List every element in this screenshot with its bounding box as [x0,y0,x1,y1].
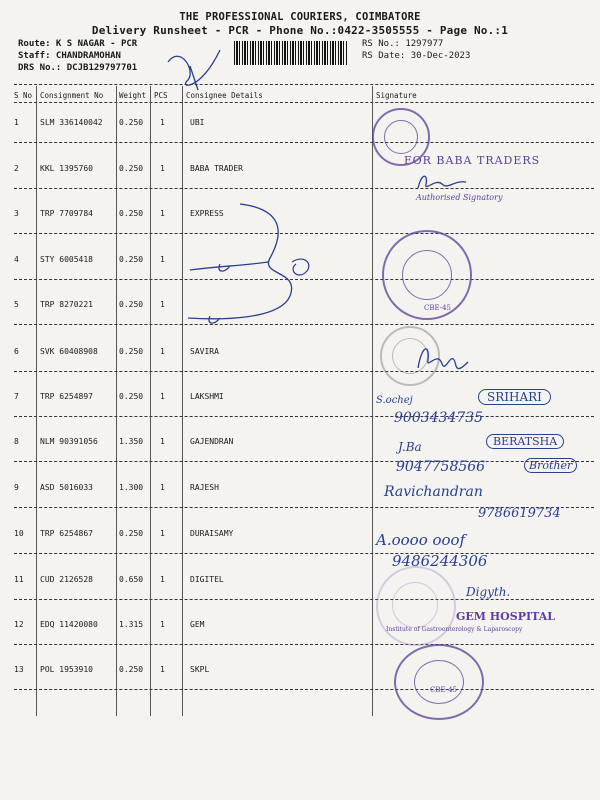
col-pcs: PCS [154,91,168,100]
row-weight: 1.300 [119,483,144,492]
signature-rows3-5 [180,200,330,340]
row-consignment-no: SLM 336140042 [40,118,103,127]
col-divider [36,86,37,716]
row-consignee: DIGITEL [190,575,224,584]
drs-number: DRS No.: DCJB129797701 [18,63,138,73]
row-consignment-no: TRP 6254867 [40,529,93,538]
col-signature: Signature [376,91,417,100]
col-consignment: Consignment No [40,91,104,100]
row-sno: 8 [14,437,19,446]
row-weight: 0.650 [119,575,144,584]
col-divider [372,86,373,716]
row-pcs: 1 [160,255,165,264]
header-rule-top [14,84,594,85]
row-pcs: 1 [160,392,165,401]
row-sno: 11 [14,575,24,584]
row-consignment-no: ASD 5016033 [40,483,93,492]
handwriting-row9-phone: 9786619734 [478,506,561,521]
row-sno: 1 [14,118,19,127]
stamp-row13-cbe45: CBE-45 [430,686,458,694]
stamp-gem-hospital: GEM HOSPITAL [456,610,555,623]
row-consignment-no: CUD 2126528 [40,575,93,584]
row-separator [14,599,594,600]
handwriting-row7-sign: S.ochej [376,395,413,406]
stamp-baba-traders: FOR BABA TRADERS [404,154,541,167]
row-consignment-no: SVK 60408908 [40,347,98,356]
signature-row11: Digyth. [466,585,511,599]
row-weight: 0.250 [119,164,144,173]
row-consignment-no: NLM 90391056 [40,437,98,446]
signature-row6 [412,340,472,374]
signature-row2 [414,170,474,196]
row-sno: 9 [14,483,19,492]
row-weight: 0.250 [119,665,144,674]
row-separator [14,416,594,417]
row-weight: 0.250 [119,209,144,218]
row-consignee: BABA TRADER [190,164,243,173]
row-consignee: RAJESH [190,483,219,492]
row-pcs: 1 [160,575,165,584]
row-consignment-no: POL 1953910 [40,665,93,674]
runsheet-title: Delivery Runsheet - PCR - Phone No.:0422-3505555 - Page No.:1 [91,24,509,37]
row-consignee: GEM [190,620,205,629]
row-sno: 5 [14,300,19,309]
row-pcs: 1 [160,665,165,674]
col-sno: S No [14,91,33,100]
header-scribble [160,40,240,95]
row-pcs: 1 [160,209,165,218]
row-consignee: SKPL [190,665,210,674]
col-divider [182,86,183,716]
row-separator [14,461,594,462]
row-pcs: 1 [160,437,165,446]
barcode [234,41,348,65]
handwriting-row8-sign: J.Ba [398,440,422,454]
row-pcs: 1 [160,347,165,356]
row-weight: 1.315 [119,620,144,629]
row-consignee: EXPRESS [190,209,224,218]
row-pcs: 1 [160,483,165,492]
col-weight: Weight [119,91,147,100]
col-consignee: Consignee Details [186,91,263,100]
stamp-cbe45-text: CBE-45 [424,304,452,312]
handwriting-row8-relation: Brother [524,458,577,473]
stamp-row13 [394,644,484,720]
row-consignee: UBI [190,118,205,127]
row-consignment-no: TRP 7709784 [40,209,93,218]
row-weight: 0.250 [119,347,144,356]
row-sno: 6 [14,347,19,356]
company-name: THE PROFESSIONAL COURIERS, COIMBATORE [179,11,421,23]
row-separator [14,644,594,645]
row-weight: 0.250 [119,300,144,309]
header-rule-bottom [14,102,594,103]
row-sno: 10 [14,529,24,538]
row-weight: 1.350 [119,437,144,446]
row-consignment-no: TRP 8270221 [40,300,93,309]
row-consignee: DURAISAMY [190,529,234,538]
row-weight: 0.250 [119,529,144,538]
row-sno: 3 [14,209,19,218]
col-divider [150,86,151,716]
col-divider [116,86,117,716]
handwriting-row7-phone: 9003434735 [394,410,484,426]
handwriting-row8-phone: 9047758566 [396,459,486,475]
stamp-row11 [376,566,456,646]
stamp-authorised: Authorised Signatory [416,193,503,202]
row-separator [14,689,594,690]
stamp-gem-sub: Institute of Gastroenterology & Laparoscopy [386,626,523,633]
handwriting-row9-text: Ravichandran [384,484,483,500]
row-weight: 0.250 [119,392,144,401]
row-weight: 0.250 [119,118,144,127]
row-pcs: 1 [160,164,165,173]
row-pcs: 1 [160,620,165,629]
row-separator [14,371,594,372]
row-consignee: SAVIRA [190,347,219,356]
row-separator [14,188,594,189]
handwriting-row10-sign: A.oooo ooof [376,531,466,549]
row-pcs: 1 [160,300,165,309]
row-sno: 4 [14,255,19,264]
row-consignment-no: STY 6005418 [40,255,93,264]
row-pcs: 1 [160,529,165,538]
rs-number: RS No.: 1297977 [362,39,444,49]
handwriting-row7-name: SRIHARI [478,389,551,405]
row-weight: 0.250 [119,255,144,264]
row-consignment-no: KKL 1395760 [40,164,93,173]
row-sno: 7 [14,392,19,401]
route-label: Route: K S NAGAR - PCR [18,39,138,49]
row-sno: 12 [14,620,24,629]
row-sno: 13 [14,665,24,674]
handwriting-row8-name: BERATSHA [486,434,564,449]
row-consignee: LAKSHMI [190,392,224,401]
row-separator [14,142,594,143]
row-consignee: GAJENDRAN [190,437,234,446]
rs-date: RS Date: 30-Dec-2023 [362,51,471,61]
row-pcs: 1 [160,118,165,127]
handwriting-row10-phone: 9486244306 [392,552,488,570]
row-sno: 2 [14,164,19,173]
staff-label: Staff: CHANDRAMOHAN [18,51,121,61]
row-separator [14,553,594,554]
row-consignment-no: EDQ 11420080 [40,620,98,629]
row-consignment-no: TRP 6254897 [40,392,93,401]
